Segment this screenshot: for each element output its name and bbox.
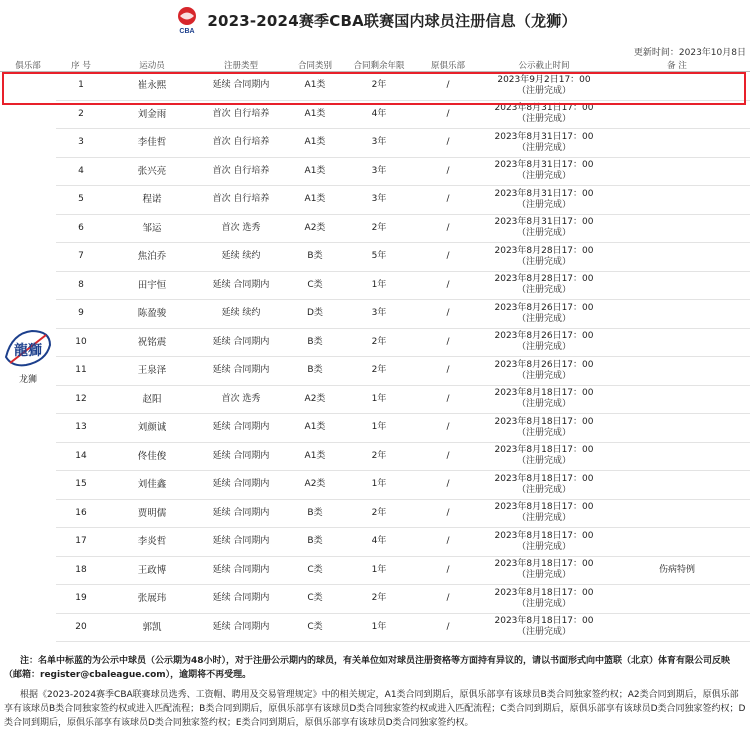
row-number: 14 bbox=[56, 442, 106, 471]
registration-table bbox=[0, 58, 750, 642]
registration-type: 首次 选秀 bbox=[198, 385, 284, 414]
player-name: 李炎哲 bbox=[106, 528, 198, 557]
row-number: 2 bbox=[56, 100, 106, 129]
publication-deadline bbox=[484, 100, 604, 129]
registration-type: 延续 续约 bbox=[198, 243, 284, 272]
col-contract-type: 合同类别 bbox=[284, 58, 346, 72]
registration-status: （注册完成） bbox=[516, 399, 571, 410]
remark bbox=[604, 613, 750, 642]
registration-type: 延续 合同期内 bbox=[198, 271, 284, 300]
remark bbox=[604, 414, 750, 443]
remark bbox=[604, 442, 750, 471]
deadline-time: 2023年8月26日17：00 bbox=[494, 331, 594, 342]
original-club: / bbox=[412, 300, 484, 329]
row-number: 1 bbox=[56, 72, 106, 101]
page-header bbox=[0, 0, 750, 40]
years-remaining: 1年 bbox=[346, 414, 412, 443]
table-row bbox=[0, 471, 750, 500]
deadline-time: 2023年8月31日17：00 bbox=[494, 160, 594, 171]
remark bbox=[604, 186, 750, 215]
publication-deadline bbox=[484, 186, 604, 215]
deadline-time: 2023年8月18日17：00 bbox=[494, 473, 594, 484]
original-club: / bbox=[412, 328, 484, 357]
contract-type: A2类 bbox=[284, 214, 346, 243]
row-number: 10 bbox=[56, 328, 106, 357]
publication-deadline bbox=[484, 556, 604, 585]
player-name: 崔永熙 bbox=[106, 72, 198, 101]
player-name: 王泉泽 bbox=[106, 357, 198, 386]
deadline-time: 2023年8月31日17：00 bbox=[494, 103, 594, 114]
registration-status: （注册完成） bbox=[516, 513, 571, 524]
registration-type: 首次 自行培养 bbox=[198, 129, 284, 158]
registration-type: 首次 选秀 bbox=[198, 214, 284, 243]
player-name: 李佳哲 bbox=[106, 129, 198, 158]
player-name: 赵阳 bbox=[106, 385, 198, 414]
player-name: 刘金雨 bbox=[106, 100, 198, 129]
original-club: / bbox=[412, 385, 484, 414]
club-cell bbox=[0, 72, 56, 642]
publication-deadline bbox=[484, 300, 604, 329]
player-name: 陈盈骏 bbox=[106, 300, 198, 329]
contract-type: A1类 bbox=[284, 157, 346, 186]
deadline-time: 2023年8月18日17：00 bbox=[494, 530, 594, 541]
years-remaining: 5年 bbox=[346, 243, 412, 272]
remark bbox=[604, 129, 750, 158]
deadline-time: 2023年8月18日17：00 bbox=[494, 445, 594, 456]
player-name: 张展玮 bbox=[106, 585, 198, 614]
original-club: / bbox=[412, 414, 484, 443]
table-row bbox=[0, 499, 750, 528]
deadline-time: 2023年8月18日17：00 bbox=[494, 559, 594, 570]
contract-type: A1类 bbox=[284, 100, 346, 129]
years-remaining: 2年 bbox=[346, 72, 412, 101]
player-name: 王政博 bbox=[106, 556, 198, 585]
contract-type: C类 bbox=[284, 271, 346, 300]
table-row bbox=[0, 129, 750, 158]
publication-deadline bbox=[484, 243, 604, 272]
original-club: / bbox=[412, 556, 484, 585]
publication-deadline bbox=[484, 585, 604, 614]
registration-status: （注册完成） bbox=[516, 228, 571, 239]
years-remaining: 3年 bbox=[346, 186, 412, 215]
original-club: / bbox=[412, 442, 484, 471]
publication-deadline bbox=[484, 528, 604, 557]
publication-deadline bbox=[484, 72, 604, 101]
original-club: / bbox=[412, 271, 484, 300]
remark: 伤病特例 bbox=[604, 556, 750, 585]
publication-deadline bbox=[484, 214, 604, 243]
publication-deadline bbox=[484, 385, 604, 414]
registration-status: （注册完成） bbox=[516, 256, 571, 267]
registration-status: （注册完成） bbox=[516, 598, 571, 609]
table-row bbox=[0, 385, 750, 414]
row-number: 7 bbox=[56, 243, 106, 272]
registration-status: （注册完成） bbox=[516, 313, 571, 324]
remark bbox=[604, 100, 750, 129]
registration-type: 延续 合同期内 bbox=[198, 471, 284, 500]
publication-deadline bbox=[484, 442, 604, 471]
contract-type: A1类 bbox=[284, 186, 346, 215]
remark bbox=[604, 300, 750, 329]
col-orig-club: 原俱乐部 bbox=[412, 58, 484, 72]
remark bbox=[604, 157, 750, 186]
col-no: 序 号 bbox=[56, 58, 106, 72]
years-remaining: 1年 bbox=[346, 613, 412, 642]
publication-deadline bbox=[484, 499, 604, 528]
years-remaining: 3年 bbox=[346, 300, 412, 329]
registration-type: 首次 自行培养 bbox=[198, 186, 284, 215]
player-name: 佟佳俊 bbox=[106, 442, 198, 471]
years-remaining: 2年 bbox=[346, 328, 412, 357]
contract-type: A1类 bbox=[284, 442, 346, 471]
registration-status: （注册完成） bbox=[516, 570, 571, 581]
original-club: / bbox=[412, 585, 484, 614]
note-rules: 根据《2023-2024赛季CBA联赛球员选秀、工资帽、聘用及交易管理规定》中的相关规定，A1类合同到期后，原俱乐部享有该球员B类合同独家签约权；A2类合同到期后，原俱乐部享有该球员B类合同独家签约权或进入匹配流程；B类合同到期后，原俱乐部享有该球员D类合同独家签约权或进入匹配流程；C类合同到期后，原俱乐部享有该球员D类合同独家签约权；D类合同到期后，原俱乐部享有该球员D类合同独家签约权；E类合同到期后，原俱乐部享有该球员D类合同独家签约权。 bbox=[4, 690, 746, 728]
years-remaining: 3年 bbox=[346, 129, 412, 158]
publication-deadline bbox=[484, 613, 604, 642]
row-number: 11 bbox=[56, 357, 106, 386]
player-name: 刘佳鑫 bbox=[106, 471, 198, 500]
svg-text:龍獅: 龍獅 bbox=[14, 343, 42, 360]
contract-type: A1类 bbox=[284, 414, 346, 443]
years-remaining: 2年 bbox=[346, 585, 412, 614]
deadline-time: 2023年8月18日17：00 bbox=[494, 616, 594, 627]
player-name: 邹运 bbox=[106, 214, 198, 243]
remark bbox=[604, 471, 750, 500]
deadline-time: 2023年8月31日17：00 bbox=[494, 188, 594, 199]
registration-status: （注册完成） bbox=[516, 85, 571, 96]
registration-status: （注册完成） bbox=[516, 114, 571, 125]
deadline-time: 2023年8月18日17：00 bbox=[494, 587, 594, 598]
original-club: / bbox=[412, 72, 484, 101]
registration-status: （注册完成） bbox=[516, 285, 571, 296]
row-number: 17 bbox=[56, 528, 106, 557]
col-club: 俱乐部 bbox=[0, 58, 56, 72]
years-remaining: 1年 bbox=[346, 556, 412, 585]
deadline-time: 2023年9月2日17：00 bbox=[497, 74, 591, 85]
registration-status: （注册完成） bbox=[516, 541, 571, 552]
table-row bbox=[0, 585, 750, 614]
table-row bbox=[0, 271, 750, 300]
original-club: / bbox=[412, 157, 484, 186]
registration-status: （注册完成） bbox=[516, 142, 571, 153]
publication-deadline bbox=[484, 357, 604, 386]
deadline-time: 2023年8月28日17：00 bbox=[494, 245, 594, 256]
contract-type: C类 bbox=[284, 556, 346, 585]
table-row bbox=[0, 528, 750, 557]
player-name: 贾明儒 bbox=[106, 499, 198, 528]
row-number: 9 bbox=[56, 300, 106, 329]
publication-deadline bbox=[484, 157, 604, 186]
contract-type: D类 bbox=[284, 300, 346, 329]
registration-type: 首次 自行培养 bbox=[198, 100, 284, 129]
contract-type: B类 bbox=[284, 243, 346, 272]
years-remaining: 1年 bbox=[346, 385, 412, 414]
registration-type: 首次 自行培养 bbox=[198, 157, 284, 186]
original-club: / bbox=[412, 357, 484, 386]
remark bbox=[604, 271, 750, 300]
row-number: 6 bbox=[56, 214, 106, 243]
deadline-time: 2023年8月31日17：00 bbox=[494, 131, 594, 142]
deadline-time: 2023年8月18日17：00 bbox=[494, 388, 594, 399]
original-club: / bbox=[412, 100, 484, 129]
deadline-time: 2023年8月18日17：00 bbox=[494, 502, 594, 513]
row-number: 4 bbox=[56, 157, 106, 186]
original-club: / bbox=[412, 613, 484, 642]
publication-deadline bbox=[484, 414, 604, 443]
table-row bbox=[0, 214, 750, 243]
row-number: 8 bbox=[56, 271, 106, 300]
contract-type: C类 bbox=[284, 585, 346, 614]
remark bbox=[604, 499, 750, 528]
registration-type: 延续 合同期内 bbox=[198, 72, 284, 101]
registration-status: （注册完成） bbox=[516, 456, 571, 467]
col-player: 运动员 bbox=[106, 58, 198, 72]
col-years-left: 合同剩余年限 bbox=[346, 58, 412, 72]
registration-type: 延续 合同期内 bbox=[198, 414, 284, 443]
years-remaining: 4年 bbox=[346, 528, 412, 557]
years-remaining: 2年 bbox=[346, 499, 412, 528]
registration-status: （注册完成） bbox=[516, 370, 571, 381]
svg-text:CBA: CBA bbox=[179, 28, 195, 35]
publication-deadline bbox=[484, 129, 604, 158]
registration-status: （注册完成） bbox=[516, 171, 571, 182]
player-name: 田宇恒 bbox=[106, 271, 198, 300]
player-name: 祝铭震 bbox=[106, 328, 198, 357]
deadline-time: 2023年8月18日17：00 bbox=[494, 416, 594, 427]
club-logo-icon bbox=[2, 327, 54, 371]
publication-deadline bbox=[484, 328, 604, 357]
original-club: / bbox=[412, 129, 484, 158]
table-row bbox=[0, 556, 750, 585]
registration-status: （注册完成） bbox=[516, 484, 571, 495]
years-remaining: 1年 bbox=[346, 471, 412, 500]
notes-section bbox=[0, 654, 750, 730]
contract-type: A2类 bbox=[284, 385, 346, 414]
row-number: 5 bbox=[56, 186, 106, 215]
row-number: 20 bbox=[56, 613, 106, 642]
contract-type: B类 bbox=[284, 328, 346, 357]
page-title: 2023-2024赛季CBA联赛国内球员注册信息（龙狮） bbox=[207, 11, 577, 30]
row-number: 12 bbox=[56, 385, 106, 414]
col-remark: 备 注 bbox=[604, 58, 750, 72]
col-deadline: 公示截止时间 bbox=[484, 58, 604, 72]
player-name: 郭凯 bbox=[106, 613, 198, 642]
remark bbox=[604, 357, 750, 386]
table-row bbox=[0, 157, 750, 186]
contract-type: A1类 bbox=[284, 129, 346, 158]
note-disclaimer: 注：名单中标蓝的为公示中球员（公示期为48小时），对于注册公示期内的球员，有关单位如对球员注册资格等方面持有异议的，请以书面形式向中篮联（北京）体育有限公司反映（邮箱：register@cbaleague.com），逾期将不再受理。 bbox=[4, 656, 731, 680]
registration-type: 延续 合同期内 bbox=[198, 613, 284, 642]
club-name: 龙狮 bbox=[18, 375, 37, 386]
deadline-time: 2023年8月31日17：00 bbox=[494, 217, 594, 228]
years-remaining: 3年 bbox=[346, 157, 412, 186]
years-remaining: 1年 bbox=[346, 271, 412, 300]
remark bbox=[604, 214, 750, 243]
table-row bbox=[0, 72, 750, 101]
row-number: 15 bbox=[56, 471, 106, 500]
registration-type: 延续 合同期内 bbox=[198, 357, 284, 386]
years-remaining: 2年 bbox=[346, 214, 412, 243]
row-number: 3 bbox=[56, 129, 106, 158]
player-name: 刘颜诚 bbox=[106, 414, 198, 443]
registration-status: （注册完成） bbox=[516, 427, 571, 438]
years-remaining: 2年 bbox=[346, 357, 412, 386]
cba-logo bbox=[173, 5, 201, 35]
registration-type: 延续 合同期内 bbox=[198, 328, 284, 357]
table-row bbox=[0, 186, 750, 215]
table-row bbox=[0, 613, 750, 642]
update-time: 更新时间：2023年10月8日 bbox=[633, 48, 746, 58]
contract-type: A1类 bbox=[284, 72, 346, 101]
contract-type: B类 bbox=[284, 528, 346, 557]
remark bbox=[604, 528, 750, 557]
player-name: 程诺 bbox=[106, 186, 198, 215]
table-row bbox=[0, 357, 750, 386]
registration-type: 延续 合同期内 bbox=[198, 556, 284, 585]
remark bbox=[604, 72, 750, 101]
registration-status: （注册完成） bbox=[516, 627, 571, 638]
remark bbox=[604, 585, 750, 614]
deadline-time: 2023年8月26日17：00 bbox=[494, 359, 594, 370]
table-row bbox=[0, 100, 750, 129]
registration-type: 延续 合同期内 bbox=[198, 442, 284, 471]
years-remaining: 4年 bbox=[346, 100, 412, 129]
row-number: 18 bbox=[56, 556, 106, 585]
original-club: / bbox=[412, 528, 484, 557]
original-club: / bbox=[412, 243, 484, 272]
original-club: / bbox=[412, 186, 484, 215]
publication-deadline bbox=[484, 471, 604, 500]
original-club: / bbox=[412, 471, 484, 500]
table-row bbox=[0, 243, 750, 272]
contract-type: A2类 bbox=[284, 471, 346, 500]
row-number: 16 bbox=[56, 499, 106, 528]
table-row bbox=[0, 328, 750, 357]
publication-deadline bbox=[484, 271, 604, 300]
table-row bbox=[0, 414, 750, 443]
registration-status: （注册完成） bbox=[516, 199, 571, 210]
row-number: 13 bbox=[56, 414, 106, 443]
years-remaining: 2年 bbox=[346, 442, 412, 471]
table-row bbox=[0, 442, 750, 471]
registration-type: 延续 合同期内 bbox=[198, 585, 284, 614]
original-club: / bbox=[412, 214, 484, 243]
contract-type: B类 bbox=[284, 499, 346, 528]
registration-type: 延续 合同期内 bbox=[198, 499, 284, 528]
registration-type: 延续 合同期内 bbox=[198, 528, 284, 557]
row-number: 19 bbox=[56, 585, 106, 614]
table-header-row bbox=[0, 58, 750, 72]
player-name: 焦泊乔 bbox=[106, 243, 198, 272]
deadline-time: 2023年8月26日17：00 bbox=[494, 302, 594, 313]
remark bbox=[604, 328, 750, 357]
registration-status: （注册完成） bbox=[516, 342, 571, 353]
original-club: / bbox=[412, 499, 484, 528]
contract-type: B类 bbox=[284, 357, 346, 386]
remark bbox=[604, 243, 750, 272]
remark bbox=[604, 385, 750, 414]
registration-type: 延续 续约 bbox=[198, 300, 284, 329]
col-reg-type: 注册类型 bbox=[198, 58, 284, 72]
contract-type: C类 bbox=[284, 613, 346, 642]
player-name: 张兴亮 bbox=[106, 157, 198, 186]
deadline-time: 2023年8月28日17：00 bbox=[494, 274, 594, 285]
table-row bbox=[0, 300, 750, 329]
